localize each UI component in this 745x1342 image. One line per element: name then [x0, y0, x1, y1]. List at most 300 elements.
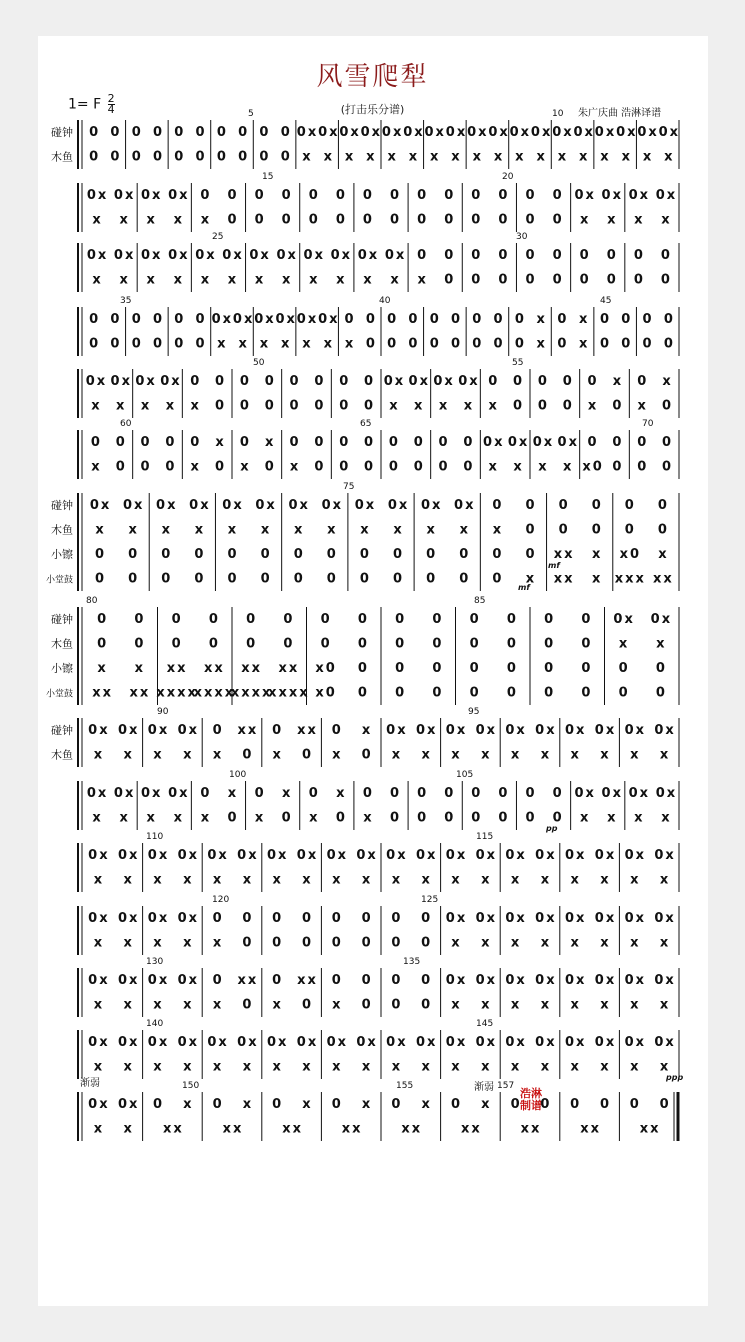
note-group: x	[281, 336, 292, 352]
note-group: x	[414, 398, 425, 414]
note-group: xx	[553, 571, 575, 587]
note-group: 0x	[594, 1035, 617, 1050]
note-group: 0	[259, 125, 271, 140]
note-group: 0	[362, 212, 374, 228]
note-group: 0	[314, 374, 326, 389]
note-group: 0	[587, 435, 599, 450]
note-group: 0	[417, 188, 429, 203]
note-group: 0	[289, 435, 301, 450]
note-group: xx	[222, 1121, 244, 1137]
note-group: 0	[190, 374, 202, 389]
note-group: 0x	[445, 723, 468, 738]
instrument-label-pengzhong: 碰钟	[51, 126, 73, 139]
note-group: x	[183, 872, 194, 888]
instrument-label-pengzhong: 碰钟	[51, 613, 73, 626]
note-group: 0x	[613, 612, 635, 627]
note-group: xx	[639, 1121, 661, 1137]
note-group: 0x	[88, 848, 110, 863]
note-group: 0	[544, 661, 556, 676]
note-group: 0x	[222, 248, 244, 263]
note-group: 0	[469, 636, 481, 652]
note-group: x	[327, 522, 338, 538]
note-group: x	[212, 935, 224, 951]
note-group: 0x	[552, 125, 574, 140]
note-group: 0	[264, 374, 276, 389]
note-group: 0x	[330, 248, 353, 263]
dynamic-mf: mf	[518, 583, 530, 592]
note-group: x	[116, 398, 127, 414]
note-group: 0x	[654, 973, 676, 988]
note-group: x	[254, 810, 266, 826]
note-group: x	[93, 747, 105, 763]
note-group: 0x	[88, 911, 110, 926]
note-group: 0	[469, 685, 481, 701]
note-group: x	[259, 336, 271, 352]
note-group: 0x	[117, 911, 140, 926]
note-group: 0	[525, 272, 537, 288]
note-group: 0	[444, 786, 456, 801]
note-group: 0	[171, 636, 183, 652]
note-group: x	[510, 872, 522, 888]
note-group: x	[254, 272, 266, 288]
note-group: 0x	[141, 248, 163, 263]
note-group: x	[630, 997, 641, 1013]
note-group: 0x	[232, 312, 255, 327]
note-group: x	[183, 1097, 194, 1112]
note-group: 0	[131, 312, 143, 327]
note-group: 0	[395, 661, 407, 676]
note-group: 0	[260, 571, 272, 587]
note-group: 0	[194, 571, 206, 587]
note-group: 0	[579, 248, 591, 263]
note-group: 0	[131, 336, 143, 352]
note-group: x	[637, 398, 648, 414]
instrument-label-muyu: 木鱼	[51, 748, 73, 762]
note-group: 0	[339, 435, 351, 450]
note-group: x	[302, 336, 313, 352]
note-group: 0	[655, 661, 667, 676]
note-group: 0	[212, 911, 224, 926]
note-group: 0	[331, 935, 343, 951]
note-group: x	[363, 810, 374, 826]
measure-number: 20	[502, 172, 514, 182]
note-group: 0x	[88, 723, 110, 738]
note-group: x	[146, 272, 157, 288]
note-group: x	[165, 398, 177, 414]
note-group: x	[563, 459, 574, 475]
note-group: 0	[388, 435, 400, 450]
note-group: 0	[544, 636, 556, 652]
note-group: 0x	[655, 786, 678, 801]
note-group: 0x	[403, 125, 425, 140]
note-group: 0x	[454, 498, 476, 513]
note-group: x	[336, 786, 347, 801]
note-group: 0	[238, 125, 250, 140]
note-group: 0x	[574, 188, 596, 203]
note-group: 0	[320, 612, 332, 627]
note-group: 0x	[135, 374, 157, 389]
note-group: x	[570, 997, 581, 1013]
composer-credits: 朱广庆曲 浩淋译谱	[578, 108, 662, 119]
note-group: 0x	[147, 1035, 170, 1050]
note-group: xx	[401, 1121, 423, 1137]
note-group: x	[272, 872, 283, 888]
note-group: x	[570, 872, 581, 888]
note-group: 0	[450, 312, 463, 327]
note-group: x	[387, 149, 398, 165]
measure-number: 90	[157, 707, 169, 717]
note-group: 0	[259, 149, 271, 165]
note-group: 0	[239, 374, 251, 389]
note-group: 0	[591, 522, 603, 538]
note-group: 0	[89, 125, 101, 140]
note-group: x	[281, 786, 293, 801]
note-group: xx	[282, 1121, 303, 1137]
note-group: x	[607, 212, 618, 228]
note-group: x	[146, 810, 157, 826]
note-group: 0x	[654, 723, 676, 738]
note-group: 0	[212, 1097, 224, 1112]
note-group: x	[536, 312, 547, 327]
note-group: 0	[506, 685, 518, 701]
note-group: x	[488, 398, 499, 414]
note-group: 0x	[318, 312, 340, 327]
note-group: x	[570, 747, 581, 763]
note-group: 0x	[445, 125, 468, 140]
note-group: 0	[552, 786, 564, 801]
note-group: 0x	[564, 1035, 587, 1050]
measure-number: 120	[212, 895, 230, 905]
note-group: 0x	[505, 973, 527, 988]
note-group: x	[146, 212, 157, 228]
note-group: x	[361, 872, 373, 888]
note-group: x	[272, 1059, 283, 1075]
note-group: 0x	[535, 1035, 557, 1050]
note-group: 0x	[237, 1035, 259, 1050]
note-group: 0	[272, 723, 284, 738]
measure-number: 50	[253, 358, 265, 368]
note-group: x	[242, 1059, 254, 1075]
note-group: 0x	[505, 911, 527, 926]
note-group: x	[323, 336, 334, 352]
note-group: 0	[552, 248, 564, 263]
note-group: 0	[417, 810, 429, 826]
note-group: 0	[131, 125, 143, 140]
note-group: 0	[540, 1097, 552, 1112]
note-group: x	[91, 398, 102, 414]
note-group: x	[92, 810, 103, 826]
note-group: 0	[438, 435, 450, 450]
measure-number: 100	[229, 770, 247, 780]
note-group: 0	[450, 1097, 463, 1112]
note-group: 0	[195, 125, 207, 140]
note-group: 0x	[296, 312, 319, 327]
note-group: x	[93, 872, 105, 888]
note-group: 0	[498, 810, 510, 826]
note-group: x	[612, 374, 624, 389]
note-group: 0x	[177, 723, 200, 738]
note-group: 0x	[594, 848, 617, 863]
note-group: 0	[429, 312, 441, 327]
note-group: 0x	[386, 723, 408, 738]
note-group: 0	[552, 272, 564, 288]
note-group: x	[659, 1059, 671, 1075]
note-group: x	[323, 149, 334, 165]
note-group: x	[215, 435, 226, 450]
note-group: 0	[421, 973, 433, 988]
key-signature: 1= F	[68, 96, 102, 113]
note-group: 0	[128, 571, 140, 587]
note-group: 0x	[326, 848, 349, 863]
note-group: x	[630, 747, 641, 763]
note-group: 0	[599, 336, 612, 352]
note-group: 0	[362, 188, 374, 203]
note-group: x	[332, 872, 343, 888]
note-group: x	[294, 522, 305, 538]
note-group: 0	[570, 1097, 582, 1112]
note-group: x	[600, 747, 611, 763]
note-group: x	[600, 935, 611, 951]
note-group: 0	[134, 636, 146, 652]
note-group: 0	[581, 661, 593, 676]
note-group: 0	[115, 435, 127, 450]
note-group: 0	[438, 459, 450, 475]
measure-number: 75	[343, 482, 355, 492]
note-group: 0x	[505, 723, 527, 738]
note-group: 0	[391, 911, 403, 926]
note-group: x	[391, 872, 403, 888]
note-group: x	[217, 336, 228, 352]
note-group: x	[119, 272, 130, 288]
dynamic-decrescendo: 渐弱	[474, 1082, 494, 1093]
note-group: x	[600, 149, 611, 165]
time-signature-bottom: 4	[107, 103, 115, 116]
note-group: 0x	[211, 312, 234, 327]
note-group: x	[390, 272, 401, 288]
note-group: 0	[471, 212, 483, 228]
note-group: 0	[493, 336, 505, 352]
note-group: xx	[129, 685, 151, 701]
note-group: x	[421, 747, 432, 763]
note-group: 0	[618, 685, 630, 701]
note-group: 0	[281, 212, 293, 228]
note-group: x	[618, 636, 630, 652]
note-group: 0	[281, 810, 293, 826]
note-group: x	[658, 547, 669, 562]
note-group: 0	[579, 272, 591, 288]
note-group: 0x	[628, 188, 651, 203]
note-group: xx	[461, 1121, 482, 1137]
note-group: 0	[506, 661, 518, 676]
note-group: 0	[331, 973, 343, 988]
note-group: 0	[393, 571, 405, 587]
note-group: 0x	[318, 125, 340, 140]
note-group: 0	[506, 636, 518, 652]
note-group: 0	[525, 810, 537, 826]
note-group: x	[659, 997, 671, 1013]
note-group: 0	[314, 435, 326, 450]
note-group: x	[600, 997, 611, 1013]
note-group: 0	[227, 188, 239, 203]
note-group: 0	[413, 459, 425, 475]
note-group: x	[97, 661, 108, 676]
note-group: 0	[391, 1097, 403, 1112]
note-group: x	[123, 747, 134, 763]
note-group: x	[510, 1059, 522, 1075]
note-group: 0	[492, 547, 504, 562]
note-group: 0x	[616, 125, 638, 140]
note-group: 0	[513, 374, 525, 389]
note-group: 0x	[433, 374, 455, 389]
note-group: 0	[408, 312, 420, 327]
note-group: 0	[544, 612, 556, 627]
note-group: x	[417, 272, 428, 288]
note-group: x	[630, 872, 641, 888]
note-group: 0	[544, 685, 556, 701]
note-group: x	[389, 398, 400, 414]
note-group: 0	[215, 459, 227, 475]
note-group: 0x	[147, 848, 170, 863]
note-group: x	[183, 935, 194, 951]
note-group: x	[592, 571, 603, 587]
score-subtitle: (打击乐分谱)	[340, 103, 405, 116]
note-group: x	[630, 935, 641, 951]
instrument-label-pengzhong: 碰钟	[51, 724, 73, 737]
note-group: x	[510, 997, 522, 1013]
measure-number: 85	[474, 596, 486, 606]
note-group: xx	[237, 723, 259, 738]
note-group: 0	[618, 661, 630, 676]
note-group: 0x	[475, 723, 498, 738]
note-group: 0	[361, 973, 373, 988]
note-group: 0	[227, 212, 239, 228]
note-group: 0	[174, 336, 186, 352]
note-group: x	[659, 747, 671, 763]
note-group: x	[538, 459, 549, 475]
note-group: 0	[89, 149, 101, 165]
note-group: x	[212, 872, 224, 888]
measure-number: 60	[120, 419, 132, 429]
note-group: 0x	[357, 248, 380, 263]
note-group: x	[227, 272, 239, 288]
note-group: x	[570, 935, 581, 951]
note-group: 0	[493, 312, 505, 327]
note-group: xx	[241, 661, 263, 676]
note-group: x	[391, 747, 403, 763]
note-group: x	[536, 149, 547, 165]
note-group: x	[587, 398, 599, 414]
note-group: 0x	[654, 911, 676, 926]
note-group: x	[93, 1059, 105, 1075]
note-group: 0x	[628, 786, 651, 801]
note-group: 0x	[601, 188, 623, 203]
note-group: 0	[212, 723, 224, 738]
note-group: 0x	[658, 125, 681, 140]
note-group: x	[363, 272, 374, 288]
note-group: 0	[471, 810, 483, 826]
note-group: x	[472, 149, 483, 165]
note-group: 0	[606, 248, 618, 263]
instrument-label-xiaotanggu: 小堂鼓	[45, 689, 73, 700]
note-group: xx	[580, 1121, 601, 1137]
note-group: 0	[314, 459, 326, 475]
dynamic-ppp: ppp	[666, 1073, 684, 1082]
measure-number: 5	[248, 109, 254, 119]
note-group: xx	[653, 571, 674, 587]
note-group: 0	[208, 612, 220, 627]
note-group: x	[123, 997, 134, 1013]
note-group: x	[426, 522, 437, 538]
note-group: x	[128, 522, 139, 538]
note-group: 0	[612, 398, 624, 414]
note-group: 0	[161, 571, 173, 587]
note-group: 0x	[321, 498, 344, 513]
note-group: 0	[110, 336, 122, 352]
note-group: 0	[174, 312, 186, 327]
note-group: 0	[215, 398, 227, 414]
note-group: 0x	[475, 1035, 498, 1050]
note-group: 0x	[384, 248, 407, 263]
note-group: 0x	[177, 973, 200, 988]
note-group: 0	[89, 312, 101, 327]
note-group: x	[119, 212, 130, 228]
note-group: 0x	[624, 723, 647, 738]
note-group: x	[212, 747, 224, 763]
note-group: 0x	[266, 848, 289, 863]
note-group: 0	[283, 636, 295, 652]
note-group: 0x	[564, 973, 587, 988]
note-group: 0x	[574, 786, 596, 801]
note-group: 0	[537, 374, 549, 389]
note-group: 0x	[117, 1097, 140, 1112]
note-group: 0	[195, 312, 207, 327]
time-signature-top: 2	[107, 92, 115, 105]
note-group: 0x	[88, 1035, 110, 1050]
note-group: 0x	[326, 1035, 349, 1050]
note-group: 0	[413, 435, 425, 450]
measure-number: 115	[476, 832, 494, 842]
note-group: 0x	[168, 786, 190, 801]
note-group: 0	[361, 747, 373, 763]
note-group: x	[302, 872, 313, 888]
note-group: 0x	[535, 911, 557, 926]
note-group: x	[332, 997, 343, 1013]
note-group: 0	[421, 997, 433, 1013]
note-group: 0	[195, 336, 207, 352]
note-group: x	[621, 149, 632, 165]
note-group: x	[238, 336, 249, 352]
note-group: 0	[525, 212, 537, 228]
note-group: 0	[190, 435, 202, 450]
note-group: 0x	[237, 848, 259, 863]
instrument-label-muyu: 木鱼	[51, 637, 73, 651]
note-group: 0	[339, 459, 351, 475]
note-group: x	[451, 1059, 462, 1075]
note-group: 0x	[254, 312, 276, 327]
note-group: x	[607, 810, 618, 826]
note-group: 0	[637, 459, 649, 475]
note-group: x	[95, 522, 106, 538]
note-group: 0x	[177, 1035, 200, 1050]
note-group: 0	[140, 459, 152, 475]
note-group: 0	[432, 612, 444, 627]
note-group: 0	[326, 571, 338, 587]
note-group: 0	[242, 997, 254, 1013]
note-group: 0x	[594, 911, 617, 926]
note-group: 0	[426, 571, 438, 587]
note-group: 0	[335, 188, 347, 203]
note-group: 0	[417, 786, 429, 801]
